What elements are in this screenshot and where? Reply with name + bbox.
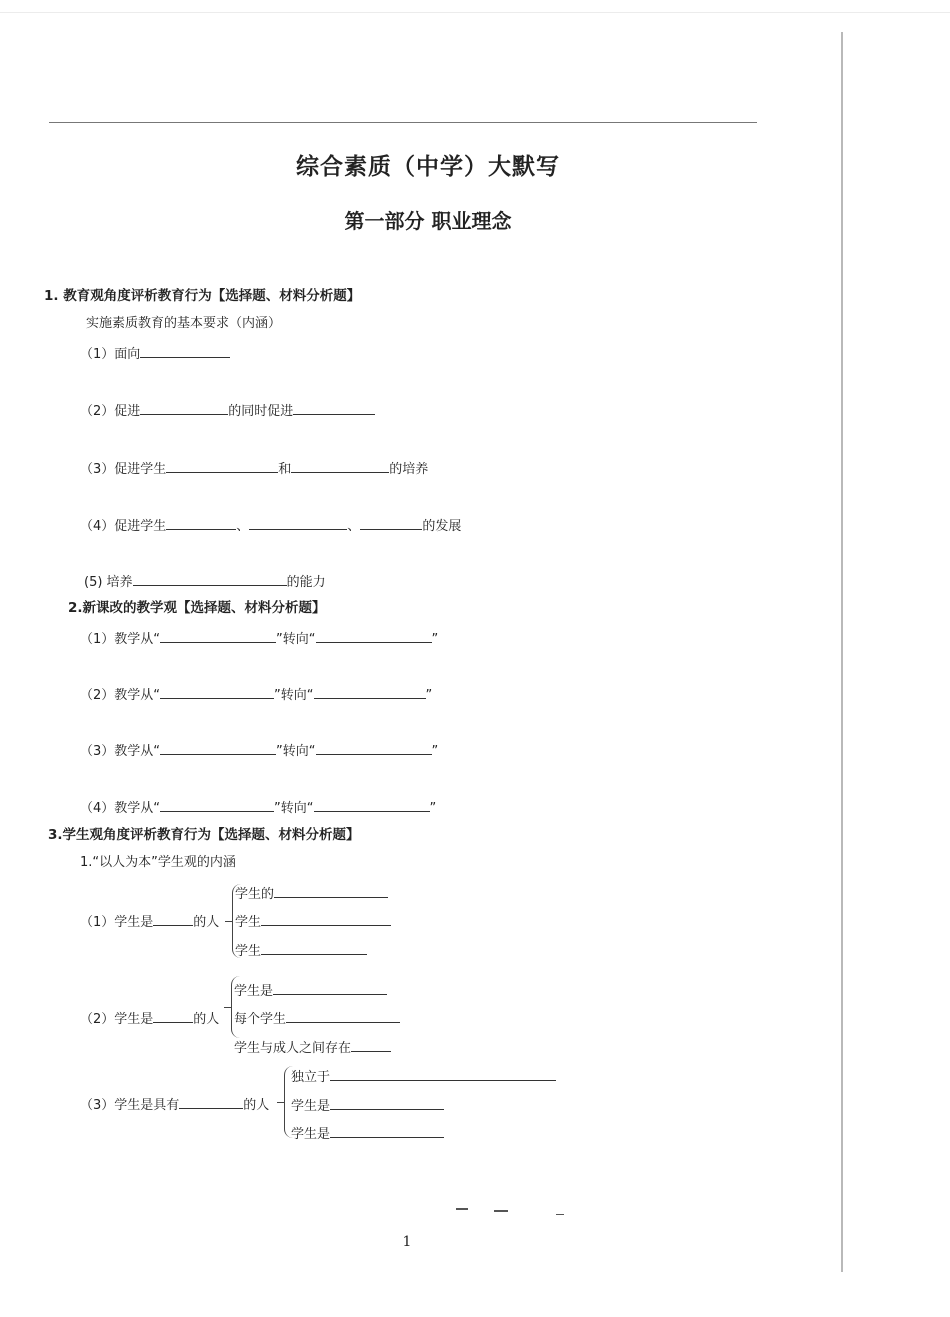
blank-field[interactable]: [293, 400, 375, 415]
s1-item-2-text-b: 的同时促进: [228, 404, 294, 419]
s2-item-1-text-b: ”转向“: [276, 632, 316, 647]
blank-field[interactable]: [160, 740, 276, 755]
blank-field[interactable]: [160, 684, 274, 699]
s3-group-1-row-3-text: 学生: [235, 944, 262, 959]
s1-item-3-text-b: 和: [278, 462, 292, 477]
blank-field[interactable]: [330, 1095, 444, 1110]
s3-group-2-row-2-text: 每个学生: [234, 1012, 287, 1027]
s2-item-4-text-a: （4）教学从“: [80, 801, 161, 816]
s3-group-1-row-2: [235, 911, 391, 932]
scan-edge-top: [0, 12, 950, 13]
s1-item-4-sep-1: 、: [236, 519, 250, 534]
blank-field[interactable]: [330, 1123, 444, 1138]
blank-field[interactable]: [274, 883, 388, 898]
s2-item-1: [80, 628, 438, 649]
s1-item-4-text-a: （4）促进学生: [80, 519, 167, 534]
blank-field[interactable]: [360, 515, 422, 530]
blank-field[interactable]: [316, 628, 432, 643]
s2-item-1-text-c: ”: [431, 632, 439, 647]
part-title: 第一部分 职业理念: [344, 209, 512, 233]
s3-group-1-row-1: [235, 883, 388, 904]
blank-field[interactable]: [160, 797, 274, 812]
section-3-subheading: 1.“以人为本”学生观的内涵: [80, 855, 236, 870]
blank-field[interactable]: [133, 571, 287, 586]
blank-field[interactable]: [140, 343, 230, 358]
s3-group-3-row-1-text: 独立于: [291, 1070, 331, 1085]
blank-field[interactable]: [160, 628, 276, 643]
s2-item-3-text-a: （3）教学从“: [80, 744, 161, 759]
s2-item-1-text-a: （1）教学从“: [80, 632, 161, 647]
blank-field[interactable]: [166, 458, 278, 473]
blank-field[interactable]: [249, 515, 347, 530]
s3-group-1-text-a: （1）学生是: [80, 915, 154, 930]
s3-group-2-row-3: [234, 1037, 391, 1058]
page-number: 1: [402, 1234, 412, 1250]
s1-item-3-text-a: （3）促进学生: [80, 462, 167, 477]
scan-noise: [456, 1208, 468, 1210]
s3-group-3-row-2: [291, 1095, 444, 1116]
blank-field[interactable]: [153, 911, 193, 926]
s1-item-2-text-a: （2）促进: [80, 404, 141, 419]
s1-item-4-sep-2: 、: [347, 519, 361, 534]
s2-item-3: [80, 740, 438, 761]
s1-item-5: [84, 571, 326, 592]
blank-field[interactable]: [314, 684, 426, 699]
s3-group-2-row-3-text: 学生与成人之间存在: [234, 1041, 352, 1056]
blank-field[interactable]: [314, 797, 430, 812]
s2-item-2-text-c: ”: [425, 688, 433, 703]
s3-group-2-label: [80, 1008, 219, 1029]
s2-item-4-text-b: ”转向“: [274, 801, 314, 816]
s1-item-2: [80, 400, 375, 421]
blank-field[interactable]: [330, 1066, 556, 1081]
s1-item-4-text-b: 的发展: [422, 519, 462, 534]
blank-field[interactable]: [179, 1094, 243, 1109]
section-2-heading: 2.新课改的教学观【选择题、材料分析题】: [68, 600, 326, 616]
blank-field[interactable]: [316, 740, 432, 755]
document-title: 综合素质（中学）大默写: [296, 154, 560, 180]
s2-item-4: [80, 797, 436, 818]
blank-field[interactable]: [261, 940, 367, 955]
scan-noise: [556, 1214, 564, 1215]
blank-field[interactable]: [286, 1008, 400, 1023]
s3-group-1-row-1-text: 学生的: [235, 887, 275, 902]
s2-item-2-text-b: ”转向“: [274, 688, 314, 703]
s2-item-4-text-c: ”: [429, 801, 437, 816]
blank-field[interactable]: [166, 515, 236, 530]
s3-group-1-row-2-text: 学生: [235, 915, 262, 930]
blank-field[interactable]: [351, 1037, 391, 1052]
s1-item-5-text-a: (5) 培养: [84, 575, 133, 590]
s3-group-3-text-a: （3）学生是具有: [80, 1098, 180, 1113]
s1-item-4: [80, 515, 461, 536]
s3-group-3-row-2-text: 学生是: [291, 1099, 331, 1114]
s1-item-1-text: （1）面向: [80, 347, 141, 362]
blank-field[interactable]: [273, 980, 387, 995]
s3-group-3-row-3: [291, 1123, 444, 1144]
s3-group-2-row-2: [234, 1008, 400, 1029]
s3-group-1-text-b: 的人: [193, 915, 220, 930]
s3-group-2-row-1-text: 学生是: [234, 984, 274, 999]
header-rule: [49, 122, 757, 123]
section-1-heading: 1. 教育观角度评析教育行为【选择题、材料分析题】: [44, 288, 361, 304]
blank-field[interactable]: [140, 400, 228, 415]
s2-item-2: [80, 684, 432, 705]
s2-item-3-text-b: ”转向“: [276, 744, 316, 759]
s1-item-3-text-c: 的培养: [389, 462, 429, 477]
blank-field[interactable]: [291, 458, 389, 473]
s3-group-3-row-3-text: 学生是: [291, 1127, 331, 1142]
s3-group-2-text-b: 的人: [193, 1012, 220, 1027]
s3-group-3-label: [80, 1094, 269, 1115]
s1-item-1: [80, 343, 230, 364]
blank-field[interactable]: [153, 1008, 193, 1023]
s3-group-2-text-a: （2）学生是: [80, 1012, 154, 1027]
s3-group-1-label: [80, 911, 219, 932]
s1-item-5-text-b: 的能力: [286, 575, 326, 590]
s3-group-3-row-1: [291, 1066, 556, 1087]
s2-item-2-text-a: （2）教学从“: [80, 688, 161, 703]
s3-group-3-text-b: 的人: [243, 1098, 270, 1113]
section-3-heading: 3.学生观角度评析教育行为【选择题、材料分析题】: [48, 827, 360, 843]
s3-group-2-row-1: [234, 980, 387, 1001]
blank-field[interactable]: [261, 911, 391, 926]
s2-item-3-text-c: ”: [431, 744, 439, 759]
scan-noise: [494, 1210, 508, 1212]
section-1-subheading: 实施素质教育的基本要求（内涵）: [86, 316, 282, 331]
s3-group-1-row-3: [235, 940, 367, 961]
s1-item-3: [80, 458, 428, 479]
